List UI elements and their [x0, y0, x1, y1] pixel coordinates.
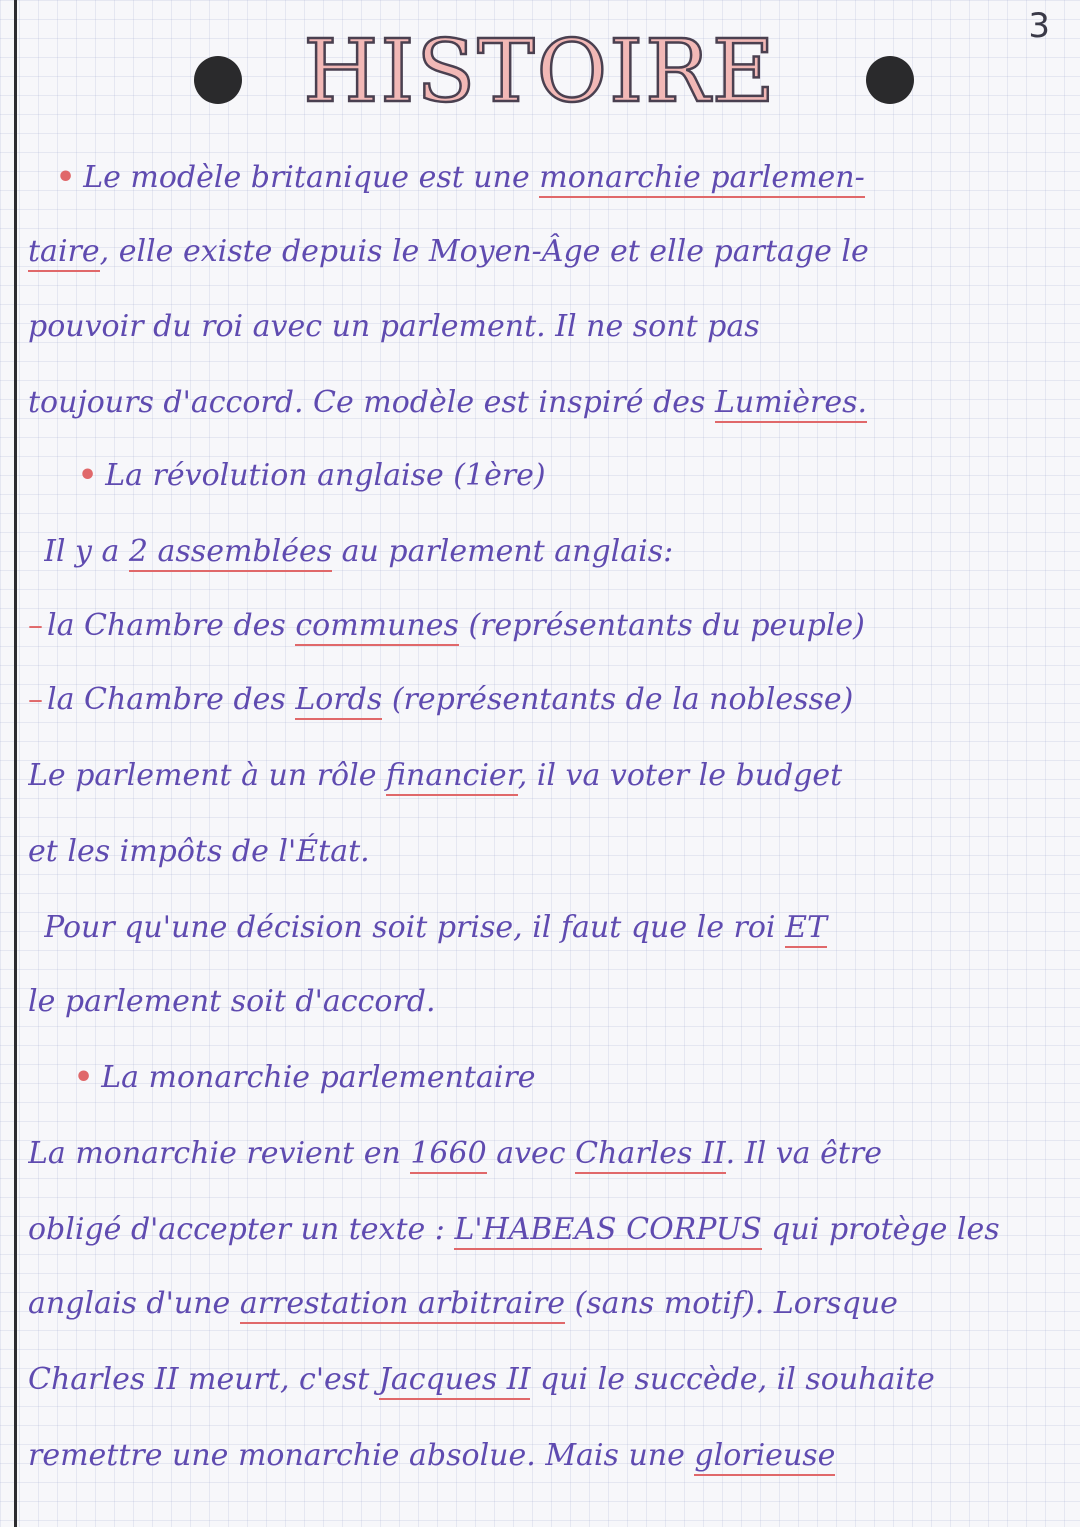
text-line-1: • Le modèle britanique est une monarchie parlemen-	[56, 158, 1066, 198]
list-item-communes: – la Chambre des communes (représentants du peuple)	[28, 606, 1066, 646]
section-heading-monarchie: • La monarchie parlementaire	[74, 1060, 536, 1095]
text-line-18: remettre une monarchie absolue. Mais une glorieuse	[28, 1436, 1066, 1476]
section-heading-revolution: • La révolution anglaise (1ère)	[78, 458, 546, 493]
list-item-lords: – la Chambre des Lords (représentants de la noblesse)	[28, 680, 1066, 720]
page-title: HISTOIRE	[303, 22, 777, 122]
bullet-icon: •	[56, 160, 76, 195]
text-line-15: obligé d'accepter un texte : L'HABEAS CORPUS qui protège les	[28, 1210, 1066, 1250]
text-line-6: Il y a 2 assemblées au parlement anglais:	[44, 532, 1066, 572]
text-line-10: et les impôts de l'État.	[28, 834, 370, 869]
page-number: 3	[1028, 6, 1050, 46]
text-line-9: Le parlement à un rôle financier, il va voter le budget	[28, 756, 1066, 796]
text-line-11: Pour qu'une décision soit prise, il faut que le roi ET	[44, 908, 1066, 948]
text-line-14: La monarchie revient en 1660 avec Charles II. Il va être	[28, 1134, 1066, 1174]
text-line-3: pouvoir du roi avec un parlement. Il ne sont pas	[28, 309, 760, 344]
text-line-16: anglais d'une arrestation arbitraire (sans motif). Lorsque	[28, 1284, 1066, 1324]
text-line-4: toujours d'accord. Ce modèle est inspiré des Lumières.	[28, 383, 1066, 423]
bullet-icon: •	[74, 1060, 94, 1095]
dash-icon: –	[28, 608, 43, 643]
text-line-2: taire, elle existe depuis le Moyen-Âge et elle partage le	[28, 232, 1066, 272]
dash-icon: –	[28, 682, 43, 717]
text-line-12: le parlement soit d'accord.	[28, 984, 436, 1019]
text-line-17: Charles II meurt, c'est Jacques II qui le succède, il souhaite	[28, 1360, 1066, 1400]
margin-line	[14, 0, 17, 1527]
bullet-icon: •	[78, 458, 98, 493]
